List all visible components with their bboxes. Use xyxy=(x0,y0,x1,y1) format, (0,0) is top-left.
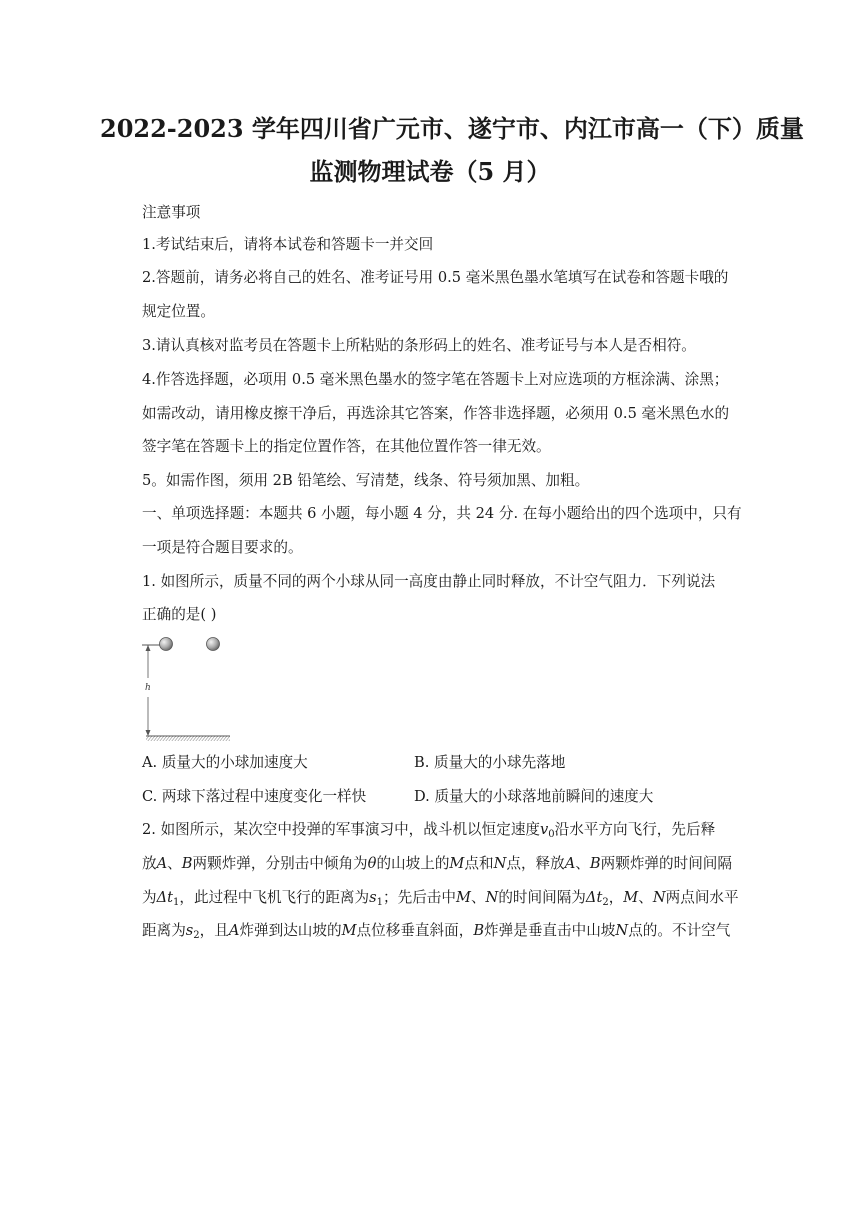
text: 的时间间隔为 xyxy=(498,889,586,906)
height-arrow-down-head xyxy=(146,730,151,736)
distance-subscript: 1 xyxy=(376,897,383,908)
notice-item-4-cont2: 签字笔在答题卡上的指定位置作答，在其他位置作答一律无效。 xyxy=(142,438,551,455)
question-2-line-3 xyxy=(142,888,739,913)
notice-item-2-cont: 规定位置。 xyxy=(142,303,215,320)
distance-subscript: 2 xyxy=(193,930,200,941)
text: ，此过程中飞机飞行的距离为 xyxy=(179,889,370,906)
distance-symbol: s xyxy=(185,922,194,939)
delta-t-symbol: Δt xyxy=(156,889,174,906)
theta-symbol: θ xyxy=(367,855,377,872)
notice-item-3: 3.请认真核对监考员在答题卡上所粘贴的条形码上的姓名、准考证号与本人是否相符。 xyxy=(142,337,696,354)
question-1-option-a: A. 质量大的小球加速度大 xyxy=(142,754,308,771)
notice-item-5: 5。如需作图，须用 2B 铅笔绘、写清楚，线条、符号须加黑、加粗。 xyxy=(142,472,590,489)
ball-heavy xyxy=(160,638,173,651)
title-line-1: 2022-2023 学年四川省广元市、遂宁市、内江市高一（下）质量 xyxy=(100,114,804,143)
point-m-symbol: M xyxy=(623,889,639,906)
point-n-symbol: N xyxy=(652,889,666,906)
notice-item-4-cont1: 如需改动，请用橡皮擦干净后，再选涂其它答案，作答非选择题，必须用 0.5 毫米黑色水的 xyxy=(142,405,730,422)
text: 点的。不计空气 xyxy=(628,922,731,939)
notice-item-4: 4.作答选择题，必项用 0.5 毫米黑色墨水的签字笔在答题卡上对应选项的方框涂满、涂黑； xyxy=(142,371,729,388)
ground-hatching xyxy=(146,736,230,741)
bomb-b-symbol: B xyxy=(473,922,485,939)
point-n-symbol: N xyxy=(485,889,499,906)
text: 为 xyxy=(142,889,157,906)
text: 点，释放 xyxy=(506,855,565,872)
text: 、 xyxy=(167,855,182,872)
point-m-symbol: M xyxy=(341,922,357,939)
section-1-heading: 一、单项选择题：本题共 6 小题，每小题 4 分，共 24 分. 在每小题给出的四个选项中，只有 xyxy=(142,505,742,522)
question-2-line-4 xyxy=(142,921,730,946)
bomb-b-symbol: B xyxy=(181,855,193,872)
text: ，且 xyxy=(199,922,229,939)
velocity-symbol: v xyxy=(540,821,549,838)
question-1-stem: 1. 如图所示，质量不同的两个小球从同一高度由静止同时释放，不计空气阻力．下列说法 xyxy=(142,573,716,590)
text: 炸弹到达山坡的 xyxy=(239,922,342,939)
point-n-symbol: N xyxy=(493,855,507,872)
notice-item-1: 1.考试结束后，请将本试卷和答题卡一并交回 xyxy=(142,236,434,253)
text: 、 xyxy=(575,855,590,872)
height-arrow-up-head xyxy=(146,645,151,651)
point-n-symbol: N xyxy=(615,922,629,939)
height-label: h xyxy=(145,683,151,693)
velocity-subscript: 0 xyxy=(548,829,555,840)
notice-item-2: 2.答题前，请务必将自己的姓名、准考证号用 0.5 毫米黑色墨水笔填写在试卷和答题卡哦的 xyxy=(142,269,729,286)
delta-t-subscript: 2 xyxy=(602,897,609,908)
distance-symbol: s xyxy=(369,889,377,906)
text: 的山坡上的 xyxy=(376,855,450,872)
bomb-b-symbol: B xyxy=(589,855,601,872)
delta-t-subscript: 1 xyxy=(173,897,180,908)
text: 两颗炸弹的时间间隔 xyxy=(600,855,732,872)
text: 放 xyxy=(142,855,157,872)
text: 两点间水平 xyxy=(665,889,739,906)
point-m-symbol: M xyxy=(455,889,471,906)
bomb-a-symbol: A xyxy=(156,855,168,872)
text: 、 xyxy=(470,889,486,906)
text: 2. 如图所示，某次空中投弹的军事演习中，战斗机以恒定速度 xyxy=(142,821,541,838)
notice-heading: 注意事项 xyxy=(142,204,201,221)
text: 沿水平方向飞行，先后释 xyxy=(554,821,716,838)
bomb-a-symbol: A xyxy=(564,855,576,872)
delta-t-symbol: Δt xyxy=(585,889,603,906)
text: 点位移垂直斜面， xyxy=(356,922,474,939)
title-line-2: 监测物理试卷（5 月） xyxy=(309,157,551,186)
text: 点和 xyxy=(464,855,494,872)
text: 、 xyxy=(638,889,653,906)
question-2-line-1 xyxy=(142,820,715,845)
question-1-option-b: B. 质量大的小球先落地 xyxy=(414,754,566,771)
point-m-symbol: M xyxy=(449,855,465,872)
question-1-option-d: D. 质量大的小球落地前瞬间的速度大 xyxy=(414,788,654,805)
bomb-a-symbol: A xyxy=(228,922,240,939)
text: 距离为 xyxy=(142,922,186,939)
question-1-stem-cont: 正确的是( ) xyxy=(142,606,217,623)
ball-light xyxy=(207,638,220,651)
falling-balls-figure xyxy=(140,632,240,744)
section-1-heading-cont: 一项是符合题目要求的。 xyxy=(142,539,303,556)
text: 炸弹是垂直击中山坡 xyxy=(484,922,616,939)
question-2-line-2 xyxy=(142,854,732,874)
text: 两颗炸弹，分别击中倾角为 xyxy=(192,855,368,872)
text: ， xyxy=(608,889,624,906)
text: ；先后击中 xyxy=(383,889,456,906)
question-1-option-c: C. 两球下落过程中速度变化一样快 xyxy=(142,788,367,805)
